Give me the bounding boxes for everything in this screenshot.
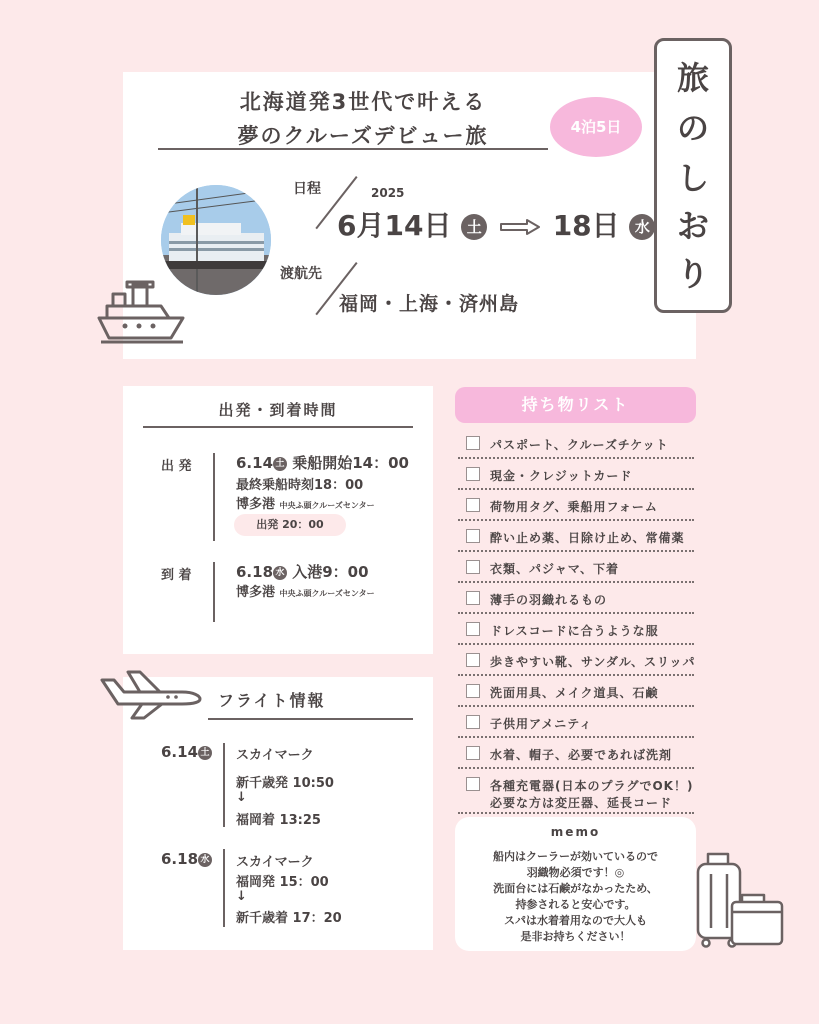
- packing-divider: [458, 488, 694, 490]
- arrival-label: 到 着: [161, 568, 192, 583]
- outbound-divider: [223, 743, 225, 827]
- checkbox-5[interactable]: [466, 560, 480, 574]
- end-date: 18日: [552, 209, 620, 242]
- packing-divider: [458, 581, 694, 583]
- destination-label: 渡航先: [280, 266, 322, 282]
- start-dow-badge: 土: [461, 214, 487, 240]
- departure-divider: [213, 453, 215, 541]
- return-dow-badge: 水: [198, 853, 212, 867]
- packing-item-9: 洗面用具、メイク道具、石鹸: [490, 686, 659, 700]
- packing-item-8: 歩きやすい靴、サンダル、スリッパ: [490, 655, 696, 669]
- departure-arrival-heading: 出発・到着時間: [218, 401, 338, 419]
- memo-heading: memo: [550, 825, 601, 839]
- packing-divider: [458, 812, 694, 814]
- title-line2: 夢のクルーズデビュー旅: [237, 124, 489, 148]
- flight-heading-underline: [208, 718, 413, 720]
- arrival-terminal: 中央ふ頭クルーズセンター: [279, 589, 375, 598]
- departure-date: 6.14: [236, 454, 274, 472]
- packing-heading: 持ち物リスト: [455, 387, 696, 423]
- return-arrow: ↓: [236, 889, 247, 904]
- checkbox-8[interactable]: [466, 653, 480, 667]
- start-date: 6月14日: [337, 209, 452, 242]
- return-arrive: 新千歳着 17：20: [236, 911, 342, 926]
- packing-item-2: 現金・クレジットカード: [490, 469, 633, 483]
- checkbox-7[interactable]: [466, 622, 480, 636]
- destinations: 福岡・上海・済州島: [339, 293, 520, 315]
- side-title-char-3: し: [676, 159, 709, 197]
- schedule-year: 2025: [371, 186, 405, 200]
- heading-underline: [143, 426, 413, 428]
- side-title-char-2: の: [676, 109, 709, 147]
- outbound-airline: スカイマーク: [236, 748, 314, 763]
- arrival-dow-badge: 水: [273, 566, 287, 580]
- packing-item-12-sub: 必要な方は変圧器、延長コード: [490, 796, 673, 810]
- return-date-row: [161, 850, 212, 868]
- arrival-date: 6.18: [236, 563, 274, 581]
- title-underline: [158, 148, 548, 150]
- outbound-dow-badge: 土: [198, 746, 212, 760]
- packing-item-3: 荷物用タグ、乗船用フォーム: [490, 500, 658, 514]
- departure-arrival-card: [123, 386, 433, 654]
- airplane-icon: [98, 668, 202, 720]
- checkbox-4[interactable]: [466, 529, 480, 543]
- cruise-ship-photo: [161, 185, 271, 295]
- ship-icon: [97, 280, 187, 346]
- end-dow-badge: 水: [629, 214, 655, 240]
- title-line1: 北海道発3世代で叶える: [239, 90, 487, 114]
- packing-divider: [458, 612, 694, 614]
- arrival-port: 博多港: [236, 585, 276, 600]
- checkbox-12[interactable]: [466, 777, 480, 791]
- packing-item-5: 衣類、パジャマ、下着: [490, 562, 620, 576]
- packing-divider: [458, 674, 694, 676]
- arrival-date-row: [236, 561, 369, 582]
- checkbox-10[interactable]: [466, 715, 480, 729]
- checkbox-1[interactable]: [466, 436, 480, 450]
- packing-divider: [458, 705, 694, 707]
- departure-date-row: [236, 452, 409, 473]
- memo-line-2: 羽織物必須です！◎: [526, 866, 625, 879]
- side-title-char-5: り: [676, 255, 709, 293]
- checkbox-3[interactable]: [466, 498, 480, 512]
- memo-line-6: 是非お持ちください！: [520, 930, 631, 943]
- return-airline: スカイマーク: [236, 855, 314, 870]
- packing-item-10: 子供用アメニティ: [490, 717, 593, 731]
- schedule-label: 日程: [293, 181, 321, 197]
- side-title-char-4: お: [676, 207, 709, 245]
- departure-terminal: 中央ふ頭クルーズセンター: [279, 501, 375, 510]
- outbound-arrive: 福岡着 13:25: [236, 813, 321, 828]
- arrival-divider: [213, 562, 215, 622]
- memo-line-3: 洗面台には石鹸がなかったため、: [493, 882, 658, 895]
- packing-item-1: パスポート、クルーズチケット: [490, 438, 669, 452]
- side-title-char-1: 旅: [676, 59, 709, 97]
- last-boarding: 最終乗船時刻18：00: [236, 478, 364, 493]
- packing-divider: [458, 767, 694, 769]
- return-divider: [223, 849, 225, 927]
- boarding-start: 乗船開始14：00: [292, 454, 409, 472]
- memo-line-5: スパは水着着用なので大人も: [504, 914, 647, 927]
- return-date: 6.18: [161, 850, 199, 868]
- packing-item-11: 水着、帽子、必要であれば洗剤: [490, 748, 673, 762]
- outbound-depart: 新千歳発 10:50: [236, 776, 334, 791]
- packing-divider: [458, 736, 694, 738]
- side-title-box: [654, 38, 732, 313]
- memo-line-1: 船内はクーラーが効いているので: [493, 850, 658, 863]
- arrival-port-row: [236, 581, 375, 600]
- checkbox-9[interactable]: [466, 684, 480, 698]
- packing-item-7: ドレスコードに合うような服: [490, 624, 659, 638]
- arrow-right-icon: [499, 218, 541, 236]
- memo-line-4: 持参されると安心です。: [515, 898, 636, 911]
- arrival-entry: 入港9：00: [292, 563, 369, 581]
- packing-item-6: 薄手の羽織れるもの: [490, 593, 608, 607]
- packing-divider: [458, 457, 694, 459]
- schedule-dates: [337, 204, 655, 244]
- departure-port: 博多港: [236, 497, 276, 512]
- suitcase-icon: [692, 850, 787, 950]
- outbound-date-row: [161, 743, 212, 761]
- checkbox-2[interactable]: [466, 467, 480, 481]
- departure-port-row: [236, 493, 375, 512]
- return-depart: 福岡発 15：00: [236, 875, 329, 890]
- duration-badge: 4泊5日: [550, 97, 642, 157]
- memo-card: [455, 817, 696, 951]
- outbound-date: 6.14: [161, 743, 199, 761]
- depart-time-pill: 出発 20：00: [234, 514, 346, 536]
- departure-dow-badge: 土: [273, 457, 287, 471]
- outbound-arrow: ↓: [236, 790, 247, 805]
- checkbox-11[interactable]: [466, 746, 480, 760]
- packing-item-12: 各種充電器(日本のプラグでOK！): [490, 779, 694, 793]
- packing-item-4: 酔い止め薬、日除け止め、常備薬: [490, 531, 685, 545]
- flight-heading: フライト情報: [218, 691, 326, 710]
- packing-divider: [458, 519, 694, 521]
- departure-label: 出 発: [161, 459, 192, 474]
- packing-divider: [458, 643, 694, 645]
- checkbox-6[interactable]: [466, 591, 480, 605]
- packing-divider: [458, 550, 694, 552]
